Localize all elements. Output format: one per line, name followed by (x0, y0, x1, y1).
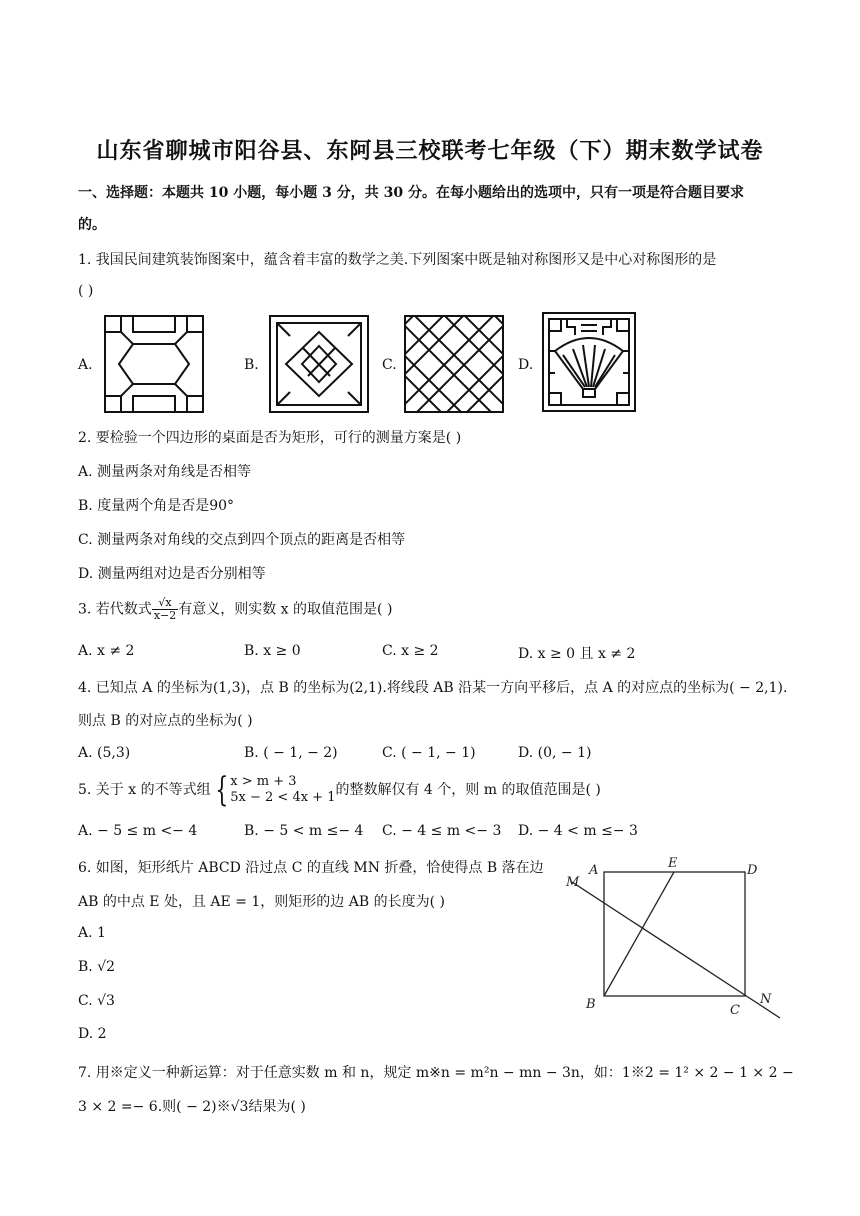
q5-stem-post: 的整数解仅有 4 个，则 m 的取值范围是( ) (335, 782, 601, 798)
section-header: 一、选择题：本题共 10 小题，每小题 3 分，共 30 分。在每小题给出的选项中，只有一项是符合题目要求 (78, 185, 744, 201)
question-1-stem: 1. 我国民间建筑装饰图案中，蕴含着丰富的数学之美.下列图案中既是轴对称图形又是中心对称图形的是 (78, 252, 717, 268)
question-5-stem (78, 770, 601, 810)
q5-option-a: A. − 5 ≤ m <− 4 (78, 823, 198, 839)
question-7-stem: 7. 用※定义一种新运算：对于任意实数 m 和 n，规定 m※n = m²n − mn − 3n，如：1※2 = 1² × 2 − 1 × 2 − (78, 1065, 794, 1081)
q2-option-d: D. 测量两组对边是否分别相等 (78, 566, 266, 582)
point-e-label: E (668, 856, 678, 871)
question-2-stem: 2. 要检验一个四边形的桌面是否为矩形，可行的测量方案是( ) (78, 430, 462, 446)
q1-option-b-label: B. (244, 357, 259, 373)
q6-option-c: C. √3 (78, 993, 115, 1009)
q1-pattern-d-figure (541, 311, 637, 413)
q2-option-c: C. 测量两条对角线的交点到四个顶点的距离是否相等 (78, 532, 406, 548)
q3-option-b: B. x ≥ 0 (244, 643, 301, 659)
q1-pattern-a-figure (103, 314, 205, 414)
question-3-stem (78, 597, 392, 622)
q3-stem-pre: 3. 若代数式 (78, 601, 152, 618)
q1-option-c-label: C. (382, 357, 397, 373)
q4-option-d: D. (0, − 1) (518, 745, 592, 761)
q3-frac-num: √x (152, 597, 178, 610)
q4-option-c: C. ( − 1, − 1) (382, 745, 476, 761)
question-6-stem-cont: AB 的中点 E 处，且 AE = 1，则矩形的边 AB 的长度为( ) (78, 894, 445, 910)
q2-option-b: B. 度量两个角是否是90° (78, 498, 235, 514)
brace-symbol: { (214, 770, 228, 810)
q1-option-d-label: D. (518, 357, 534, 373)
q5-option-b: B. − 5 < m ≤− 4 (244, 823, 364, 839)
section-header-cont: 的。 (78, 217, 106, 233)
q5-option-d: D. − 4 < m ≤− 3 (518, 823, 638, 839)
point-b-label: B (586, 997, 596, 1012)
q5-inequality-system (230, 774, 335, 806)
q3-option-c: C. x ≥ 2 (382, 643, 439, 659)
question-4-stem-cont: 则点 B 的对应点的坐标为( ) (78, 713, 253, 729)
q5-stem-pre: 5. 关于 x 的不等式组 (78, 782, 211, 798)
q1-pattern-b-figure (268, 314, 370, 414)
q1-pattern-c-figure (403, 314, 505, 414)
page-title: 山东省聊城市阳谷县、东阿县三校联考七年级（下）期末数学试卷 (96, 138, 764, 164)
q3-stem-post: 有意义，则实数 x 的取值范围是( ) (178, 601, 393, 618)
q3-frac-den: x−2 (153, 609, 177, 622)
question-4-stem: 4. 已知点 A 的坐标为(1,3)，点 B 的坐标为(2,1).将线段 AB 沿某一方向平移后，点 A 的对应点的坐标为( − 2,1). (78, 680, 788, 696)
q3-option-d: D. x ≥ 0 且 x ≠ 2 (518, 646, 636, 662)
q6-option-a: A. 1 (78, 925, 106, 941)
q5-option-c: C. − 4 ≤ m <− 3 (382, 823, 502, 839)
point-a-label: A (589, 863, 599, 878)
point-d-label: D (747, 863, 758, 878)
q6-option-b: B. √2 (78, 959, 116, 975)
q2-option-a: A. 测量两条对角线是否相等 (78, 464, 252, 480)
point-n-label: N (760, 992, 772, 1007)
question-1-paren: ( ) (78, 283, 94, 299)
q6-rectangle-fold-figure (556, 852, 788, 1024)
point-m-label: M (566, 875, 580, 890)
q6-option-d: D. 2 (78, 1026, 107, 1042)
q1-option-a-label: A. (78, 357, 93, 373)
q4-option-b: B. ( − 1, − 2) (244, 745, 338, 761)
q3-option-a: A. x ≠ 2 (78, 643, 135, 659)
q3-fraction (152, 597, 178, 622)
q5-inequality-2: 5x − 2 < 4x + 1 (230, 790, 336, 805)
q4-option-a: A. (5,3) (78, 745, 131, 761)
point-c-label: C (730, 1003, 740, 1018)
q5-inequality-1: x > m + 3 (230, 774, 297, 789)
question-6-stem: 6. 如图，矩形纸片 ABCD 沿过点 C 的直线 MN 折叠，恰使得点 B 落在边 (78, 860, 544, 876)
question-7-stem-cont: 3 × 2 =− 6.则( − 2)※√3结果为( ) (78, 1099, 306, 1115)
